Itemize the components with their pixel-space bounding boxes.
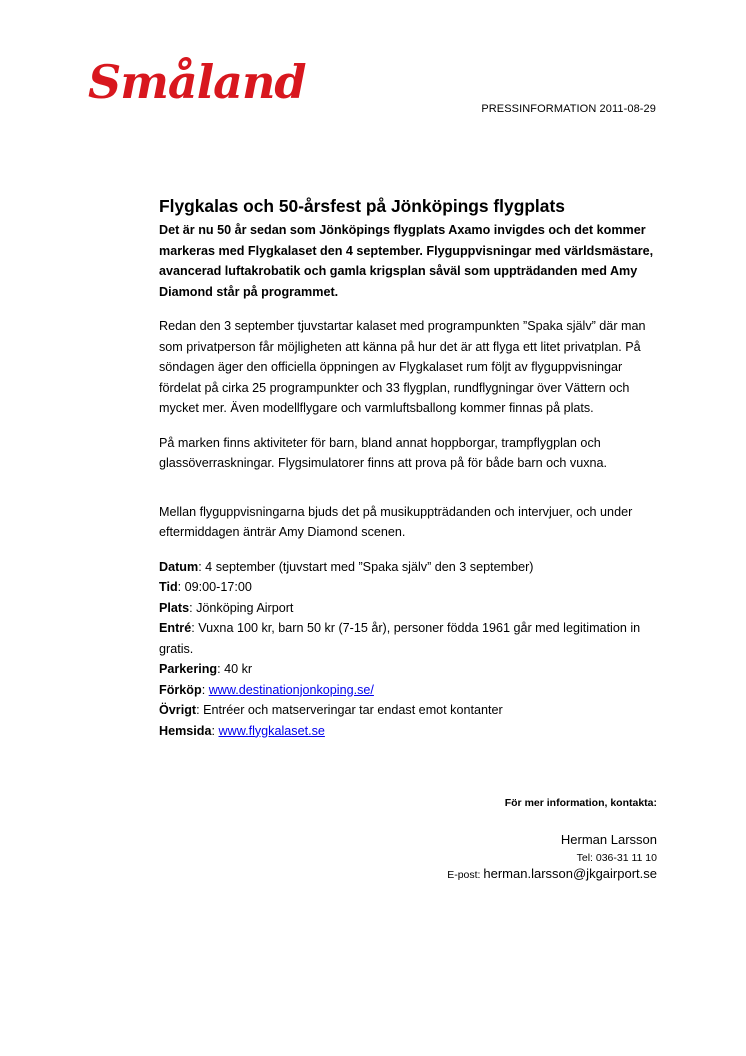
fact-label: Förköp — [159, 682, 202, 697]
fact-value: : Vuxna 100 kr, barn 50 kr (7-15 år), personer födda 1961 går med legitimation in gratis. — [159, 621, 641, 656]
fact-label: Tid — [159, 580, 178, 594]
fact-value: : Entréer och matserveringar tar endast emot kontanter — [196, 703, 503, 717]
article — [159, 195, 659, 741]
event-facts — [159, 557, 659, 742]
fact-label: Parkering — [159, 662, 218, 676]
fact-label: Övrigt — [159, 703, 197, 717]
contact-email-row — [447, 866, 657, 881]
flygkalaset-link[interactable]: www.flygkalaset.se — [218, 723, 325, 738]
fact-ovrigt — [159, 700, 659, 721]
press-info-date: PRESSINFORMATION 2011-08-29 — [481, 103, 656, 115]
fact-value: : 4 september (tjuvstart med ”Spaka själv” den 3 september) — [198, 559, 534, 574]
contact-name: Herman Larsson — [560, 832, 657, 847]
fact-value: : 09:00-17:00 — [177, 580, 252, 594]
paragraph-activities: På marken finns aktiviteter för barn, bland annat hoppborgar, trampflygplan och glassöverraskningar. Flygsimulatorer finns att prova på för både barn och vuxna. — [159, 435, 608, 470]
fact-separator: : — [211, 723, 219, 738]
fact-entre — [159, 618, 659, 659]
contact-heading: För mer information, kontakta: — [504, 797, 657, 809]
fact-value: : 40 kr — [217, 662, 253, 676]
fact-forkop — [159, 680, 659, 701]
smaland-logo-text: Småland — [88, 55, 306, 109]
smaland-logo — [86, 40, 306, 116]
paragraph-program: Redan den 3 september tjuvstartar kalaset med programpunkten ”Spaka själv” där man som privatperson får möjligheten att känna på hur det är att flyga ett litet privatplan. På söndagen äger den officiella öppningen av Flygkalaset rum följt av flyguppvisningar fördelat på cirka 25 programpunkter och 33 flygplan, rundflygningar över Vättern och mycket mer. Även modellflygare och varmluftsballong kommer finnas på plats. — [159, 319, 646, 415]
fact-plats — [159, 598, 659, 619]
fact-parkering — [159, 659, 659, 680]
contact-phone: Tel: 036-31 11 10 — [576, 852, 657, 864]
fact-value: : Jönköping Airport — [189, 600, 294, 615]
fact-separator: : — [201, 682, 209, 697]
contact-email[interactable]: herman.larsson@jkgairport.se — [483, 866, 657, 881]
smaland-logo-graphic — [86, 40, 306, 116]
article-title: Flygkalas och 50-årsfest på Jönköpings flygplats — [159, 196, 565, 216]
fact-datum — [159, 557, 659, 578]
fact-hemsida — [159, 721, 659, 742]
fact-label: Hemsida — [159, 723, 212, 738]
contact-email-label: E-post: — [447, 869, 484, 881]
fact-label: Plats — [159, 600, 190, 615]
paragraph-music: Mellan flyguppvisningarna bjuds det på musikuppträdanden och intervjuer, och under eftermiddagen änträr Amy Diamond scenen. — [159, 504, 633, 539]
fact-label: Entré — [159, 621, 192, 635]
fact-tid — [159, 577, 659, 598]
destination-jonkoping-link[interactable]: www.destinationjonkoping.se/ — [208, 682, 374, 697]
article-lead: Det är nu 50 år sedan som Jönköpings flygplats Axamo invigdes och det kommer markeras med Flygkalaset den 4 september. Flyguppvisningar med världsmästare, avancerad luftakrobatik och gamla krigsplan såväl som uppträdanden med Amy Diamond står på programmet. — [159, 223, 654, 299]
fact-label: Datum — [159, 559, 199, 574]
